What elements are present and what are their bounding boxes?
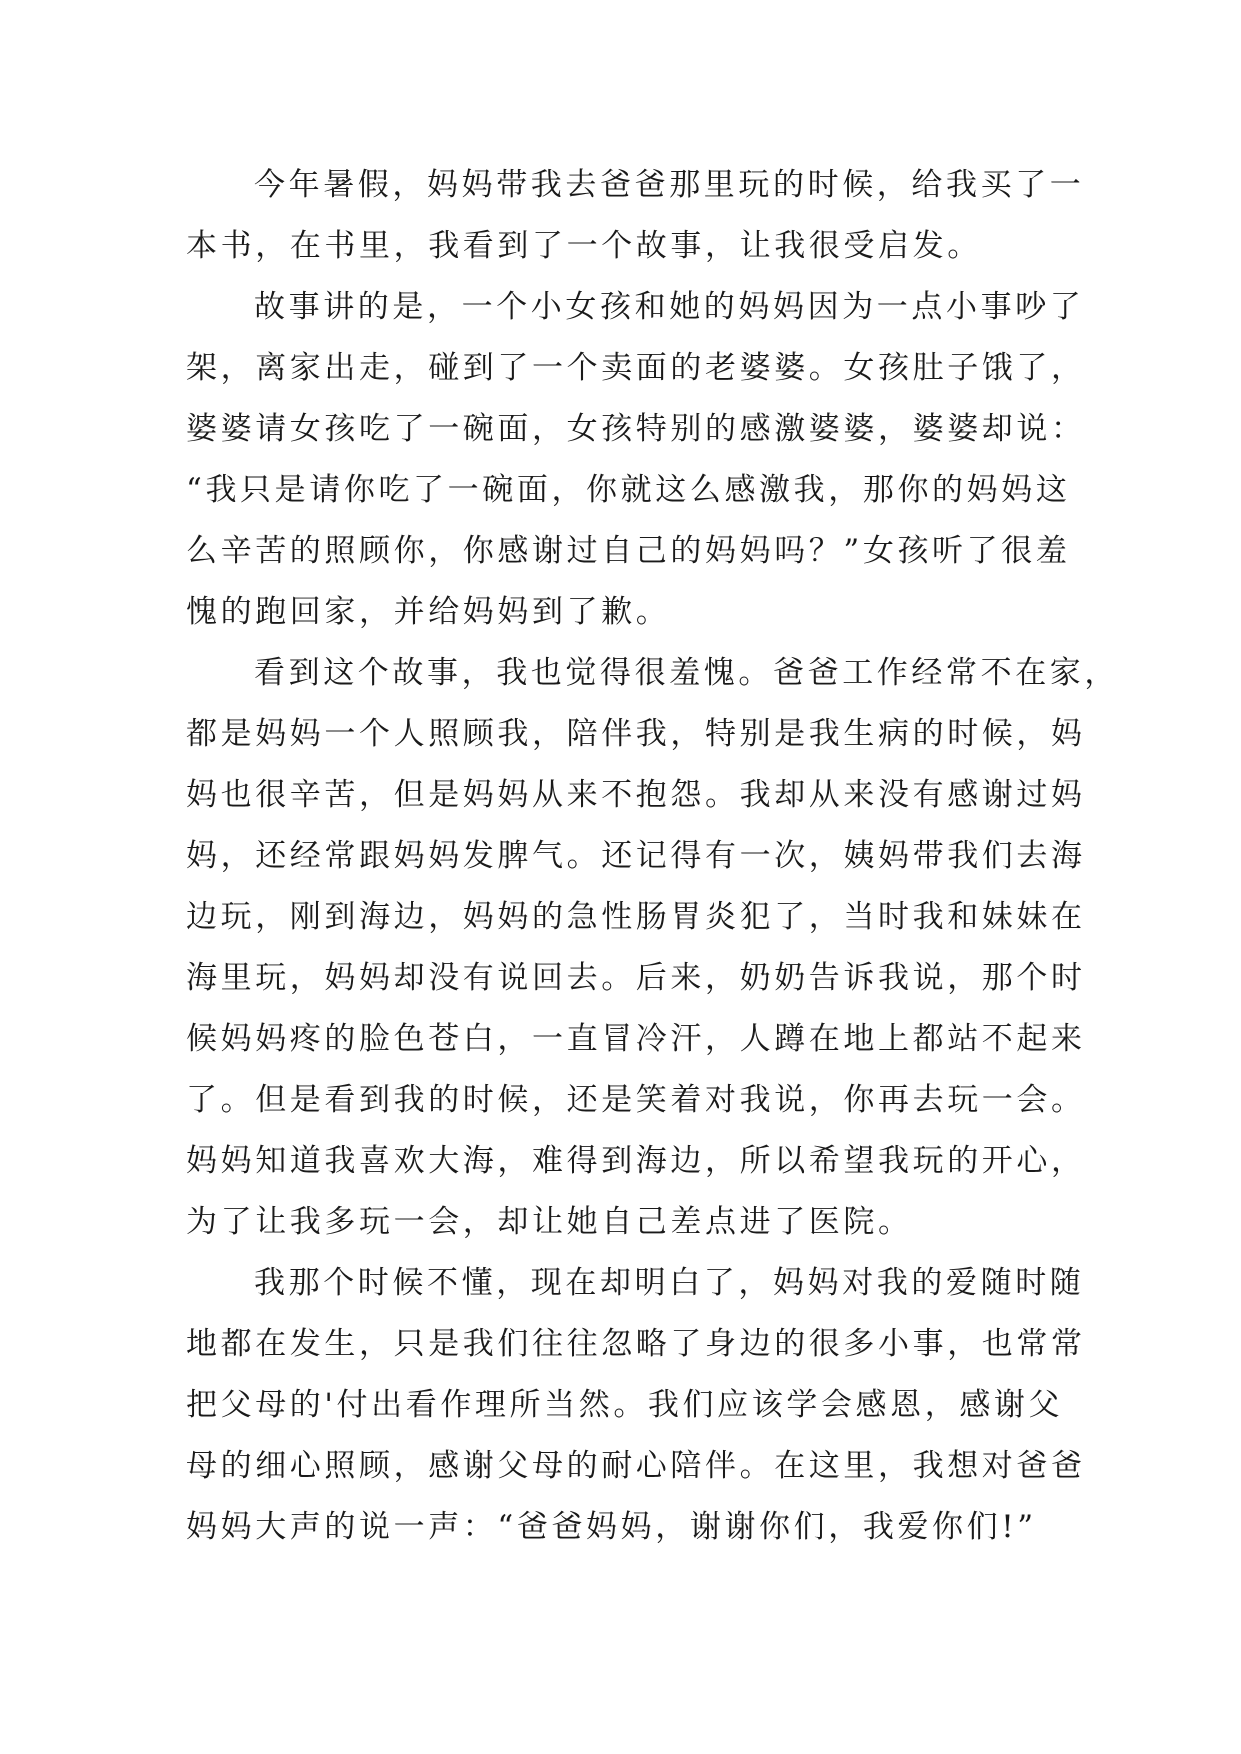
text-line: 把父母的'付出看作理所当然。我们应该学会感恩，感谢父 bbox=[186, 1387, 1064, 1423]
text-line: 妈妈大声的说一声：“爸爸妈妈，谢谢你们，我爱你们!” bbox=[186, 1509, 1037, 1545]
text-line: 么辛苦的照顾你，你感谢过自己的妈妈吗？”女孩听了很羞 bbox=[186, 533, 1071, 569]
text-line: 看到这个故事，我也觉得很羞愧。爸爸工作经常不在家， bbox=[254, 655, 1119, 691]
text-line: 候妈妈疼的脸色苍白，一直冒冷汗，人蹲在地上都站不起来 bbox=[186, 1021, 1086, 1057]
essay-body bbox=[186, 155, 1119, 1558]
text-line: 地都在发生，只是我们往往忽略了身边的很多小事，也常常 bbox=[186, 1326, 1086, 1362]
text-line: 婆婆请女孩吃了一碗面，女孩特别的感激婆婆，婆婆却说： bbox=[186, 411, 1086, 447]
text-line: 为了让我多玩一会，却让她自己差点进了医院。 bbox=[186, 1204, 913, 1240]
text-line: 妈也很辛苦，但是妈妈从来不抱怨。我却从来没有感谢过妈 bbox=[186, 777, 1086, 813]
text-line: 本书，在书里，我看到了一个故事，让我很受启发。 bbox=[186, 228, 982, 264]
text-line: 故事讲的是，一个小女孩和她的妈妈因为一点小事吵了 bbox=[254, 289, 1085, 325]
text-line: “我只是请你吃了一碗面，你就这么感激我，那你的妈妈这 bbox=[186, 472, 1071, 508]
text-line: 边玩，刚到海边，妈妈的急性肠胃炎犯了，当时我和妹妹在 bbox=[186, 899, 1086, 935]
text-line: 今年暑假，妈妈带我去爸爸那里玩的时候，给我买了一 bbox=[254, 167, 1085, 203]
text-line: 了。但是看到我的时候，还是笑着对我说，你再去玩一会。 bbox=[186, 1082, 1086, 1118]
text-line: 妈，还经常跟妈妈发脾气。还记得有一次，姨妈带我们去海 bbox=[186, 838, 1086, 874]
text-line: 都是妈妈一个人照顾我，陪伴我，特别是我生病的时候，妈 bbox=[186, 716, 1086, 752]
text-line: 母的细心照顾，感谢父母的耐心陪伴。在这里，我想对爸爸 bbox=[186, 1448, 1086, 1484]
text-line: 海里玩，妈妈却没有说回去。后来，奶奶告诉我说，那个时 bbox=[186, 960, 1086, 996]
text-line: 愧的跑回家，并给妈妈到了歉。 bbox=[186, 594, 671, 630]
text-line: 我那个时候不懂，现在却明白了，妈妈对我的爱随时随 bbox=[254, 1265, 1085, 1301]
text-line: 妈妈知道我喜欢大海，难得到海边，所以希望我玩的开心， bbox=[186, 1143, 1086, 1179]
text-line: 架，离家出走，碰到了一个卖面的老婆婆。女孩肚子饿了， bbox=[186, 350, 1086, 386]
